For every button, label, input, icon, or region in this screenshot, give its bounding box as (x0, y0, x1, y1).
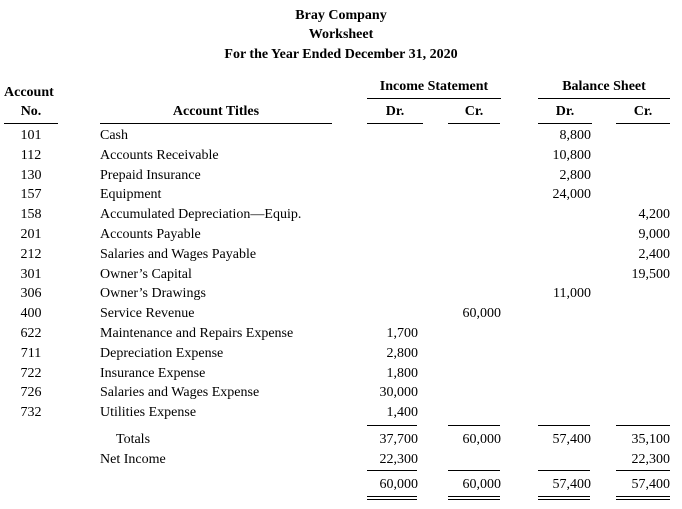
account-number: 157 (20, 187, 42, 203)
is-dr-totals-rule (367, 425, 417, 426)
balance-sheet-debit: 2,800 (559, 167, 591, 183)
account-no-underline (4, 123, 58, 124)
is-cr-header: Cr. (464, 104, 484, 119)
bs-dr-header: Dr. (555, 104, 575, 119)
account-title: Utilities Expense (100, 405, 197, 421)
account-number: 101 (20, 128, 42, 143)
account-number: 201 (20, 227, 42, 242)
is-cr-underline (448, 123, 500, 124)
final-is-cr: 60,000 (462, 477, 501, 492)
account-title: Accumulated Depreciation—Equip. (100, 207, 302, 223)
balance-sheet-credit: 19,500 (631, 266, 670, 282)
bs-cr-underline (616, 123, 670, 124)
account-title: Depreciation Expense (100, 345, 224, 361)
account-number: 400 (20, 306, 42, 322)
balance-sheet-debit: 24,000 (552, 187, 591, 203)
balance-sheet-header: Balance Sheet (562, 79, 646, 94)
account-title: Owner’s Capital (100, 266, 192, 282)
final-bs-dr: 57,400 (552, 477, 591, 492)
totals-is-dr: 37,700 (379, 432, 418, 447)
net-income-is-dr: 22,300 (379, 452, 418, 467)
balance-sheet-debit: 8,800 (559, 128, 591, 143)
account-title: Cash (100, 128, 128, 143)
bs-cr-final-rule (616, 470, 670, 471)
bs-dr-double-rule-top (538, 496, 590, 497)
account-number: 306 (20, 286, 42, 302)
balance-sheet-credit: 2,400 (638, 246, 670, 262)
net-income-bs-cr: 22,300 (631, 452, 670, 467)
final-is-dr: 60,000 (379, 477, 418, 492)
account-title: Accounts Payable (100, 227, 201, 242)
income-statement-debit: 2,800 (386, 345, 418, 361)
is-cr-final-rule (448, 470, 500, 471)
is-dr-double-rule-top (367, 496, 417, 497)
account-number: 112 (20, 147, 42, 163)
worksheet-title: Worksheet (308, 27, 374, 42)
final-bs-cr: 57,400 (631, 477, 670, 492)
account-titles-underline (100, 123, 332, 124)
income-statement-underline (367, 98, 501, 99)
is-cr-double-rule-bottom (448, 499, 500, 500)
account-number: 622 (20, 326, 42, 341)
income-statement-debit: 1,800 (386, 365, 418, 381)
account-title: Prepaid Insurance (100, 167, 201, 183)
is-cr-totals-rule (448, 425, 500, 426)
account-header-line2: No. (20, 104, 42, 119)
balance-sheet-credit: 4,200 (638, 207, 670, 223)
worksheet-period: For the Year Ended December 31, 2020 (224, 47, 458, 62)
account-number: 711 (20, 345, 42, 361)
balance-sheet-debit: 10,800 (552, 147, 591, 163)
account-title: Owner’s Drawings (100, 286, 206, 302)
bs-cr-double-rule-bottom (616, 499, 670, 500)
account-header-line1: Account (4, 85, 54, 100)
balance-sheet-credit: 9,000 (638, 227, 670, 242)
bs-cr-double-rule-top (616, 496, 670, 497)
income-statement-debit: 1,700 (386, 326, 418, 341)
totals-bs-cr: 35,100 (631, 432, 670, 447)
account-titles-header: Account Titles (172, 104, 260, 119)
account-title: Salaries and Wages Expense (100, 385, 260, 401)
income-statement-debit: 1,400 (386, 405, 418, 421)
bs-cr-header: Cr. (633, 104, 653, 119)
income-statement-debit: 30,000 (379, 385, 418, 401)
account-number: 212 (20, 246, 42, 262)
account-number: 732 (20, 405, 42, 421)
account-title: Service Revenue (100, 306, 195, 322)
is-cr-double-rule-top (448, 496, 500, 497)
account-title: Insurance Expense (100, 365, 206, 381)
account-number: 726 (20, 385, 42, 401)
balance-sheet-debit: 11,000 (553, 286, 591, 302)
totals-bs-dr: 57,400 (552, 432, 591, 447)
bs-dr-totals-rule (538, 425, 590, 426)
income-statement-credit: 60,000 (462, 306, 501, 322)
totals-label: Totals (116, 432, 151, 447)
is-dr-final-rule (367, 470, 417, 471)
account-number: 301 (20, 266, 42, 282)
balance-sheet-underline (538, 98, 670, 99)
is-dr-double-rule-bottom (367, 499, 417, 500)
net-income-label: Net Income (100, 452, 166, 467)
account-number: 158 (20, 207, 42, 223)
income-statement-header: Income Statement (379, 79, 489, 94)
bs-dr-double-rule-bottom (538, 499, 590, 500)
is-dr-underline (367, 123, 423, 124)
totals-is-cr: 60,000 (462, 432, 501, 447)
account-number: 130 (20, 167, 42, 183)
account-number: 722 (20, 365, 42, 381)
bs-dr-underline (538, 123, 592, 124)
company-name: Bray Company (295, 8, 387, 23)
bs-dr-final-rule (538, 470, 590, 471)
account-title: Accounts Receivable (100, 147, 219, 163)
is-dr-header: Dr. (385, 104, 405, 119)
account-title: Salaries and Wages Payable (100, 246, 257, 262)
bs-cr-totals-rule (616, 425, 670, 426)
account-title: Equipment (100, 187, 162, 203)
account-title: Maintenance and Repairs Expense (100, 326, 294, 341)
